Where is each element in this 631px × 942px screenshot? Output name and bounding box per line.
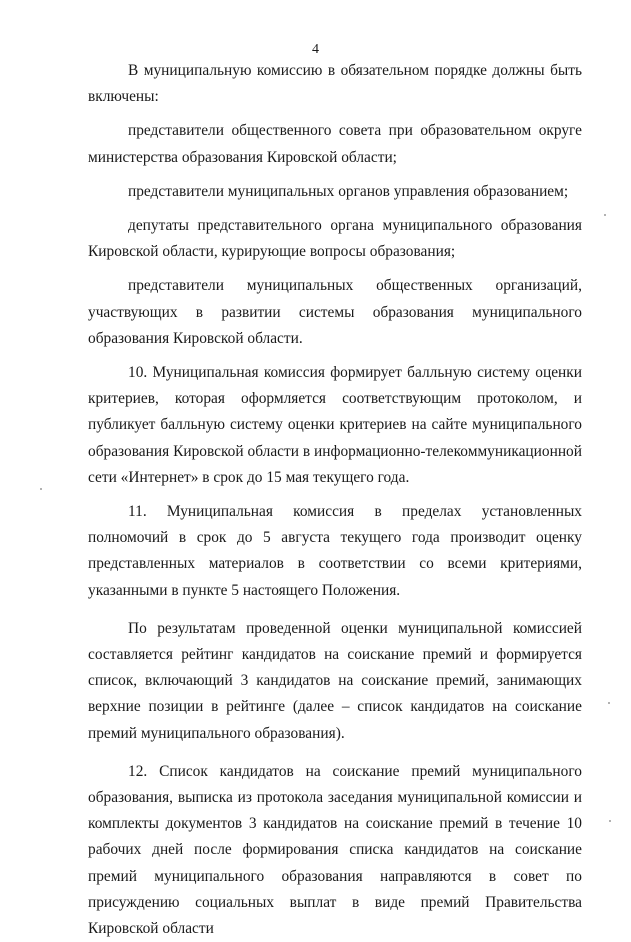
document-body	[88, 58, 582, 942]
paragraph-public-organizations: представители муниципальных общественных организаций, участвующих в развитии системы образования муниципального образования Кировской области.	[88, 277, 582, 347]
paragraph-rating-results: По результатам проведенной оценки муниципальной комиссией составляется рейтинг кандидатов на соискание премий и формируется список, включающий 3 кандидатов на соискание премий, занимающих верхние позиции в рейтинге (далее – список кандидатов на соискание премий муниципального образования).	[88, 619, 582, 742]
scan-speck	[604, 214, 606, 216]
paragraph-clause-10: 10. Муниципальная комиссия формирует балльную систему оценки критериев, которая оформляется соответствующим протоколом, и публикует балльную систему оценки критериев на сайте муниципального образования Кировской области в информационно-телекоммуникационной сети «Интернет» в срок до 15 мая текущего года.	[88, 364, 582, 486]
scan-speck	[608, 702, 610, 704]
paragraph-clause-11: 11. Муниципальная комиссия в пределах установленных полномочий в срок до 5 августа текущего года производит оценку представленных материалов в соответствии со всеми критериями, указанными в пункте 5 настоящего Положения.	[88, 503, 582, 599]
paragraph-public-council: представители общественного совета при образовательном округе министерства образования Кировской области;	[88, 122, 582, 166]
paragraph-clause-12: 12. Список кандидатов на соискание премий муниципального образования, выписка из протокола заседания муниципальной комиссии и комплекты документов 3 кандидатов на соискание премий в течение 10 рабочих дней после формирования списка кандидатов на соискание премий муниципального образования направляются в совет по присуждению социальных выплат в виде премий Правительства Кировской области	[88, 762, 582, 938]
paragraph-municipal-bodies: представители муниципальных органов управления образованием;	[128, 182, 569, 200]
paragraph-deputies: депутаты представительного органа муниципального образования Кировской области, курирующие вопросы образования;	[88, 217, 582, 261]
scan-speck	[40, 488, 42, 490]
page-number: 4	[312, 42, 319, 57]
paragraph-commission-members: В муниципальную комиссию в обязательном порядке должны быть включены:	[88, 62, 582, 106]
scan-speck	[609, 820, 611, 822]
